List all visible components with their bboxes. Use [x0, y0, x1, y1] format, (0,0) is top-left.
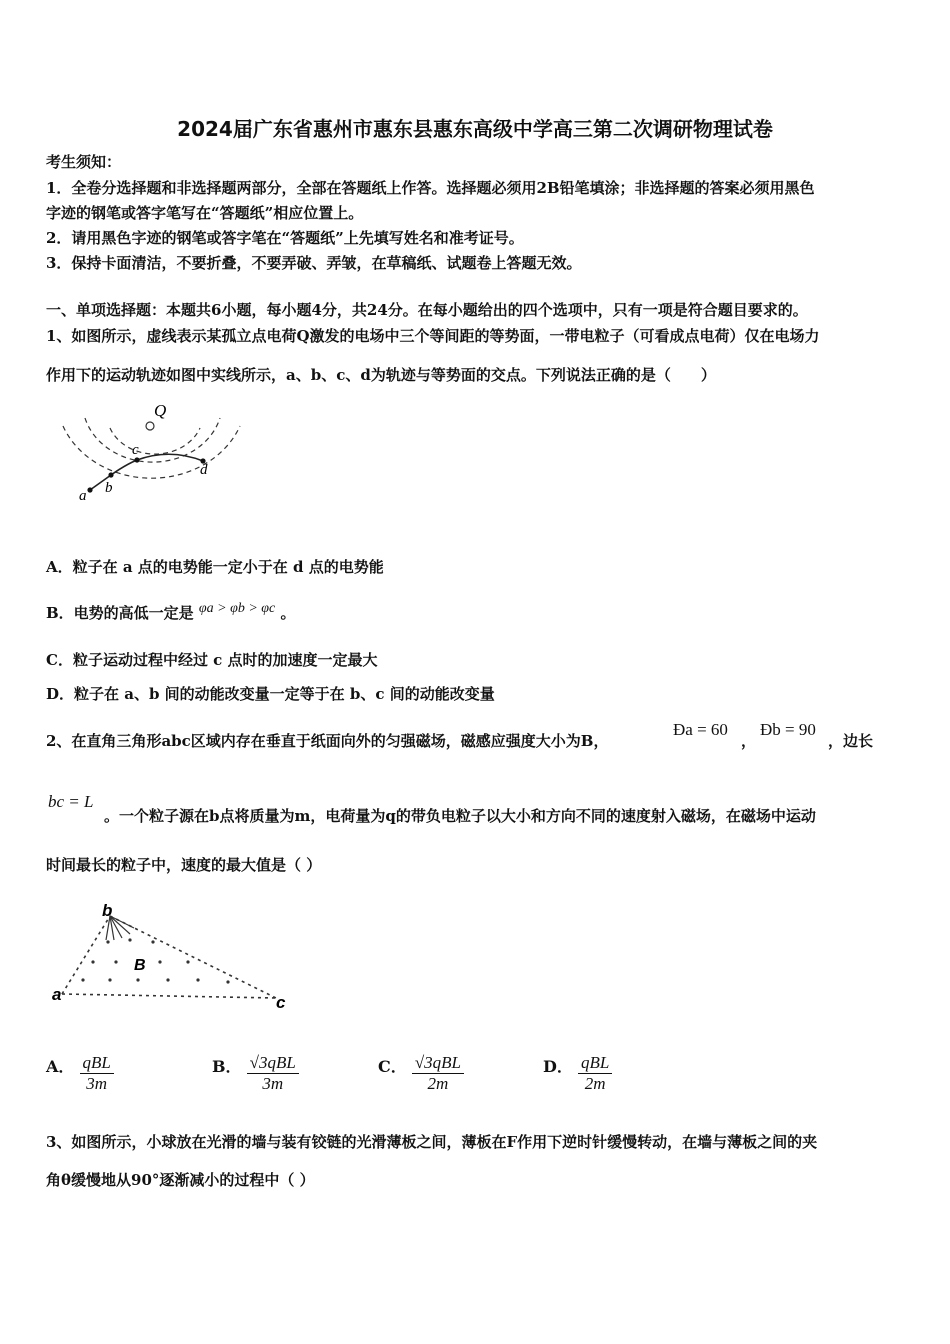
label-c: c [276, 993, 286, 1012]
notice-item-1-cont: 字迹的钢笔或答字笔写在“答题纸”相应位置上。 [46, 204, 364, 222]
q2-option-b-label: B． [212, 1057, 242, 1076]
label-d: d [200, 462, 208, 478]
q2-option-b-frac: $\frac{\text{√3qBL}}{3m}$ [247, 1053, 299, 1094]
q2-stem-line1 [46, 731, 608, 751]
notice-item-3: 3．保持卡面清洁，不要折叠，不要弄破、弄皱，在草稿纸、试题卷上答题无效。 [46, 254, 582, 272]
q3-stem-line2: 角θ缓慢地从90°逐渐减小的过程中（ ） [46, 1171, 315, 1189]
q2-option-a-label: A． [46, 1057, 75, 1076]
notice-item-1: 1．全卷分选择题和非选择题两部分，全部在答题纸上作答。选择题必须用2B铅笔填涂；非选择题的答案必须用黑色 [46, 179, 815, 197]
q2-stem-line3: 时间最长的粒子中，速度的最大值是（ ） [46, 856, 322, 874]
q2-stem-line2: 。一个粒子源在b点将质量为m，电荷量为q的带负电粒子以大小和方向不同的速度射入磁场，在磁场中运动 [104, 807, 816, 825]
triangle-side-ac [62, 994, 276, 998]
point-a [87, 487, 92, 492]
equipotential-outer [63, 426, 240, 478]
point-c [134, 457, 139, 462]
notice-heading: 考生须知： [46, 153, 122, 171]
label-a: a [79, 488, 87, 504]
q1-option-b-suffix: 。 [280, 604, 296, 622]
q2-option-d-label: D． [543, 1057, 573, 1076]
q1-stem-line2: 作用下的运动轨迹如图中实线所示，a、b、c、d为轨迹与等势面的交点。下列说法正确的是（ ） [46, 366, 716, 384]
q3-stem-line1: 3、如图所示，小球放在光滑的墙与装有铰链的光滑薄板之间，薄板在F作用下逆时针缓慢转动，在墙与薄板之间的夹 [46, 1133, 818, 1151]
q1-option-b-math: φa > φb > φc [198, 601, 276, 616]
q1-option-d: D．粒子在 a、b 间的动能改变量一定等于在 b、c 间的动能改变量 [46, 685, 495, 703]
q2-bc-math: bc = L [48, 792, 94, 811]
equipotential-inner [110, 428, 200, 454]
q1-option-b [46, 603, 296, 625]
q2-option-a [46, 1053, 114, 1094]
q1-option-c: C．粒子运动过程中经过 c 点时的加速度一定最大 [46, 651, 378, 669]
triangle-side-ab [62, 916, 110, 994]
label-b: b [105, 480, 113, 496]
label-Q: Q [154, 401, 167, 420]
q2-option-c-label: C． [378, 1057, 407, 1076]
point-b [108, 472, 113, 477]
q2-option-c-frac: $\frac{\text{√3qBL}}{2m}$ [412, 1053, 464, 1094]
q2-angle-a: Ða = 60 [673, 720, 728, 739]
q2-option-b [212, 1053, 299, 1094]
q2-option-d [543, 1053, 612, 1094]
label-a: a [52, 985, 62, 1004]
charge-q-marker [146, 422, 154, 430]
q1-stem-line1: 1、如图所示，虚线表示某孤立点电荷Q激发的电场中三个等间距的等势面，一带电粒子（可看成点电荷）仅在电场力 [46, 327, 820, 345]
label-c: c [132, 442, 139, 458]
label-B: B [134, 957, 146, 974]
q2-option-c [378, 1053, 464, 1094]
label-b: b [102, 901, 113, 920]
q2-option-a-frac: $\frac{\text{qBL}}{3m}$ [80, 1053, 114, 1094]
q1-option-a: A．粒子在 a 点的电势能一定小于在 d 点的电势能 [46, 558, 384, 576]
field-dots [81, 938, 229, 983]
notice-item-2: 2．请用黑色字迹的钢笔或答字笔在“答题纸”上先填写姓名和准考证号。 [46, 229, 524, 247]
page-title: 2024届广东省惠州市惠东县惠东高级中学高三第二次调研物理试卷 [177, 117, 773, 141]
q1-option-b-prefix: B．电势的高低一定是 [46, 604, 194, 622]
q2-angle-b: Ðb = 90 [760, 720, 816, 739]
section-heading: 一、单项选择题：本题共6小题，每小题4分，共24分。在每小题给出的四个选项中，只有一项是符合题目要求的。 [46, 301, 808, 319]
q2-angle-sep: ， [741, 732, 757, 750]
q2-option-d-frac: $\frac{\text{qBL}}{2m}$ [578, 1053, 612, 1094]
q2-figure [48, 900, 298, 1015]
q1-figure [55, 398, 250, 516]
q2-stem-suffix: ，边长 [828, 732, 874, 750]
q2-stem-prefix: 2、在直角三角形abc区域内存在垂直于纸面向外的匀强磁场，磁感应强度大小为B， [46, 732, 609, 750]
